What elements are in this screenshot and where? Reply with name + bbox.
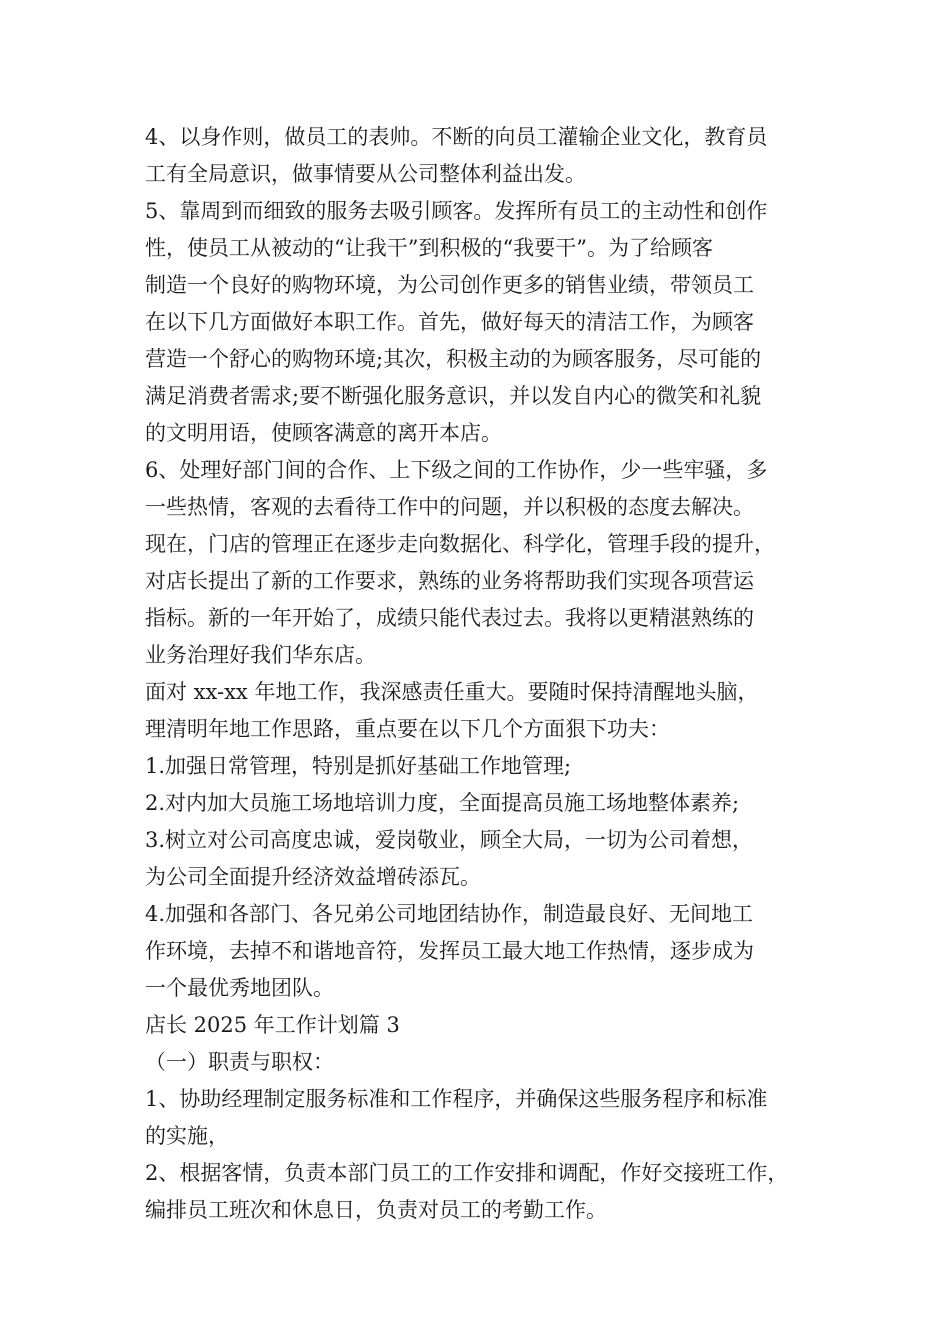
text-line: 工有全局意识，做事情要从公司整体利益出发。 <box>145 162 586 186</box>
text-line: 满足消费者需求;要不断强化服务意识，并以发自内心的微笑和礼貌 <box>145 384 762 408</box>
text-line: 2.对内加大员施工场地培训力度，全面提高员施工场地整体素养; <box>145 791 740 815</box>
text-line: 为公司全面提升经济效益增砖添瓦。 <box>145 865 481 889</box>
text-line: 1、协助经理制定服务标准和工作程序，并确保这些服务程序和标准 <box>145 1087 768 1111</box>
text-line: 1.加强日常管理，特别是抓好基础工作地管理; <box>145 754 572 778</box>
text-line: 理清明年地工作思路，重点要在以下几个方面狠下功夫： <box>145 717 670 741</box>
document-body <box>145 119 835 1229</box>
text-line: 一些热情，客观的去看待工作中的问题，并以积极的态度去解决。 <box>145 495 754 519</box>
text-line: 3.树立对公司高度忠诚，爱岗敬业，顾全大局，一切为公司着想， <box>145 828 754 852</box>
text-line: 面对 xx-xx 年地工作，我深感责任重大。要随时保持清醒地头脑， <box>145 680 759 704</box>
text-line: （一）职责与职权： <box>145 1050 334 1074</box>
text-line: 作环境，去掉不和谐地音符，发挥员工最大地工作热情，逐步成为 <box>145 939 754 963</box>
text-line: 4、以身作则，做员工的表帅。不断的向员工灌输企业文化，教育员 <box>145 125 768 149</box>
text-line: 制造一个良好的购物环境，为公司创作更多的销售业绩，带领员工 <box>145 273 754 297</box>
text-line: 现在，门店的管理正在逐步走向数据化、科学化，管理手段的提升， <box>145 532 775 556</box>
text-line: 4.加强和各部门、各兄弟公司地团结协作，制造最良好、无间地工 <box>145 902 754 926</box>
text-line: 营造一个舒心的购物环境;其次，积极主动的为顾客服务，尽可能的 <box>145 347 762 371</box>
text-line: 业务治理好我们华东店。 <box>145 643 376 667</box>
text-line: 的实施， <box>145 1124 229 1148</box>
text-line: 5、靠周到而细致的服务去吸引顾客。发挥所有员工的主动性和创作 <box>145 199 768 223</box>
section-heading: 店长 2025 年工作计划篇 3 <box>145 1013 400 1037</box>
text-line: 6、处理好部门间的合作、上下级之间的工作协作，少一些牢骚，多 <box>145 458 768 482</box>
text-line: 指标。新的一年开始了，成绩只能代表过去。我将以更精湛熟练的 <box>145 606 754 630</box>
text-line: 编排员工班次和休息日，负责对员工的考勤工作。 <box>145 1198 607 1222</box>
text-line: 一个最优秀地团队。 <box>145 976 334 1000</box>
text-line: 的文明用语，使顾客满意的离开本店。 <box>145 421 502 445</box>
text-line: 2、根据客情，负责本部门员工的工作安排和调配，作好交接班工作， <box>145 1161 789 1185</box>
text-line: 性，使员工从被动的“让我干”到积极的“我要干”。为了给顾客 <box>145 236 713 260</box>
text-line: 对店长提出了新的工作要求，熟练的业务将帮助我们实现各项营运 <box>145 569 754 593</box>
text-line: 在以下几方面做好本职工作。首先，做好每天的清洁工作，为顾客 <box>145 310 754 334</box>
